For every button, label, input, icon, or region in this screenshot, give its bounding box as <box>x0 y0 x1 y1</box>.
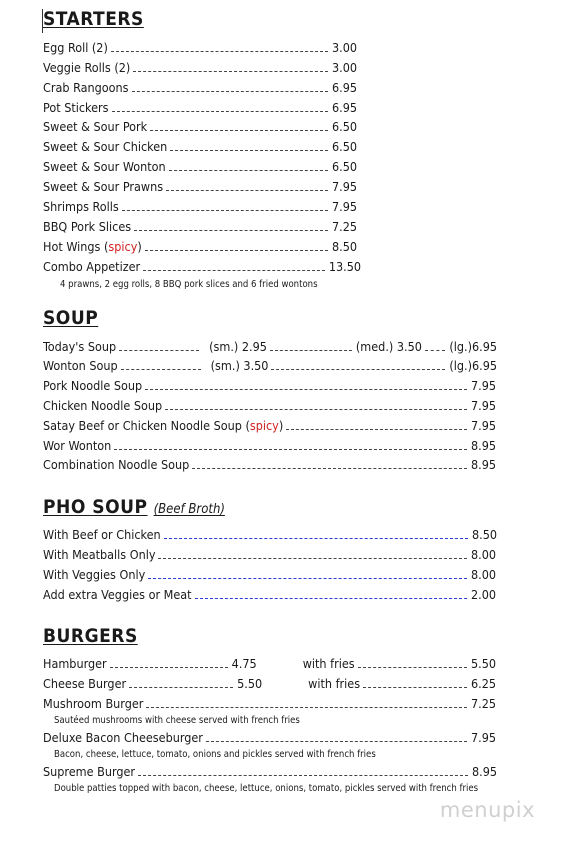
leader-dots <box>133 71 328 72</box>
menu-item <box>43 138 357 156</box>
item-price: 7.95 <box>470 418 496 433</box>
leader-dots <box>358 667 467 668</box>
item-name: Wor Wonton <box>43 438 112 453</box>
menu-item <box>43 586 496 604</box>
section-subtitle: (Beef Broth) <box>153 502 225 517</box>
menu-item <box>43 437 496 455</box>
size-label: (sm.) <box>209 339 239 354</box>
leader-dots <box>129 687 233 688</box>
menu-item <box>43 99 357 117</box>
leader-dots <box>121 369 201 370</box>
item-name: Wonton Soup <box>43 358 118 373</box>
size-label: (med.) <box>355 339 394 354</box>
menu-item <box>43 59 357 77</box>
leader-dots <box>110 667 228 668</box>
item-name: Sweet & Sour Pork <box>43 119 148 134</box>
size-label: (lg.) <box>449 358 472 373</box>
item-price: 6.50 <box>331 139 357 154</box>
menu-item-sizes <box>43 357 497 375</box>
fries-label: with fries <box>308 676 361 691</box>
menu-item-fries <box>43 655 496 673</box>
item-name: Combination Noodle Soup <box>43 457 190 472</box>
size-price: 6.95 <box>471 339 497 354</box>
item-name: Hot Wings (spicy) <box>43 239 142 254</box>
leader-dots <box>206 741 467 742</box>
item-price: 8.50 <box>331 239 357 254</box>
item-price: 8.95 <box>471 764 497 779</box>
item-price: 7.95 <box>470 730 496 745</box>
menu-item <box>43 397 496 415</box>
leader-dots <box>286 429 467 430</box>
leader-dots <box>132 91 328 92</box>
section-title-pho: PHO SOUP (Beef Broth) <box>43 496 225 518</box>
size-label: (lg.) <box>449 339 472 354</box>
menu-item <box>43 546 496 564</box>
size-label: (sm.) <box>210 358 240 373</box>
menu-item <box>43 238 357 256</box>
menu-item <box>43 729 496 747</box>
size-price: 6.95 <box>471 358 497 373</box>
menu-item <box>43 218 357 236</box>
item-name: With Veggies Only <box>43 567 146 582</box>
item-name: Satay Beef or Chicken Noodle Soup (spicy) <box>43 418 284 433</box>
fries-label: with fries <box>302 656 355 671</box>
item-name: Add extra Veggies or Meat <box>43 587 192 602</box>
item-name: Chicken Noodle Soup <box>43 398 163 413</box>
menu-item <box>43 258 361 276</box>
leader-dots <box>122 210 328 211</box>
leader-dots <box>114 449 467 450</box>
fries-price: 5.50 <box>470 656 496 671</box>
item-price: 7.95 <box>331 179 357 194</box>
leader-dots <box>425 350 445 351</box>
size-price: 3.50 <box>243 358 269 373</box>
leader-dots <box>111 51 328 52</box>
item-price: 13.50 <box>328 259 361 274</box>
item-note: 4 prawns, 2 egg rolls, 8 BBQ pork slices and 6 fried wontons <box>60 279 318 290</box>
menu-item <box>43 763 497 781</box>
item-price: 6.50 <box>331 159 357 174</box>
item-name: Pot Stickers <box>43 100 109 115</box>
leader-dots <box>271 369 445 370</box>
leader-dots <box>270 350 352 351</box>
item-note: Bacon, cheese, lettuce, tomato, onions and pickles served with french fries <box>54 749 376 760</box>
menu-item <box>43 526 497 544</box>
menu-item <box>43 178 357 196</box>
leader-dots <box>158 558 466 559</box>
item-price: 6.95 <box>331 80 357 95</box>
leader-dots <box>138 775 468 776</box>
section-title-soup: SOUP <box>43 307 99 329</box>
fries-price: 6.25 <box>470 676 496 691</box>
leader-dots <box>192 468 467 469</box>
spicy-tag: spicy <box>249 418 279 433</box>
section-title-starters: STARTERS <box>43 8 144 30</box>
item-name: Sweet & Sour Wonton <box>43 159 166 174</box>
item-price: 7.25 <box>470 696 496 711</box>
leader-dots <box>150 130 328 131</box>
item-name: Veggie Rolls (2) <box>43 60 131 75</box>
item-price: 8.00 <box>470 547 496 562</box>
item-name: Shrimps Rolls <box>43 199 119 214</box>
leader-dots <box>170 150 328 151</box>
menu-item <box>43 158 357 176</box>
item-name: Combo Appetizer <box>43 259 141 274</box>
item-price: 8.95 <box>470 457 496 472</box>
leader-dots <box>143 270 325 271</box>
menu-item-sizes <box>43 338 497 356</box>
item-price: 7.95 <box>331 199 357 214</box>
item-price: 4.75 <box>231 656 257 671</box>
menu-item <box>43 79 357 97</box>
item-price: 6.95 <box>331 100 357 115</box>
menu-item <box>43 198 357 216</box>
leader-dots <box>134 230 328 231</box>
item-price: 6.50 <box>331 119 357 134</box>
item-note: Sautéed mushrooms with cheese served with french fries <box>54 715 300 726</box>
item-name: Sweet & Sour Chicken <box>43 139 168 154</box>
item-name: Cheese Burger <box>43 676 127 691</box>
item-name: Egg Roll (2) <box>43 40 108 55</box>
leader-dots <box>165 409 467 410</box>
item-name: Deluxe Bacon Cheeseburger <box>43 730 203 745</box>
leader-dots <box>148 578 467 579</box>
menu-item <box>43 566 496 584</box>
item-name: Pork Noodle Soup <box>43 378 143 393</box>
item-name: Crab Rangoons <box>43 80 129 95</box>
leader-dots <box>195 598 467 599</box>
menu-item <box>43 118 357 136</box>
item-name: Mushroom Burger <box>43 696 144 711</box>
watermark-logo: menupix <box>439 798 535 822</box>
menu-item <box>43 456 496 474</box>
item-name: BBQ Pork Slices <box>43 219 132 234</box>
item-name: Supreme Burger <box>43 764 136 779</box>
item-price: 8.50 <box>471 527 497 542</box>
leader-dots <box>145 250 328 251</box>
leader-dots <box>146 707 467 708</box>
leader-dots <box>169 170 328 171</box>
size-price: 2.95 <box>241 339 267 354</box>
item-price: 7.95 <box>470 378 496 393</box>
item-price: 7.25 <box>331 219 357 234</box>
leader-dots <box>145 389 467 390</box>
leader-dots <box>119 350 199 351</box>
item-price: 3.00 <box>331 60 357 75</box>
item-name: Sweet & Sour Prawns <box>43 179 164 194</box>
section-title-burgers: BURGERS <box>43 625 138 647</box>
item-name: With Beef or Chicken <box>43 527 161 542</box>
item-price: 8.95 <box>470 438 496 453</box>
item-price: 7.95 <box>470 398 496 413</box>
item-note: Double patties topped with bacon, cheese, lettuce, onions, tomato, pickles served with french fries <box>54 783 479 794</box>
size-price: 3.50 <box>396 339 422 354</box>
menu-item-fries <box>43 675 496 693</box>
leader-dots <box>164 538 468 539</box>
item-name: Today's Soup <box>43 339 117 354</box>
item-name: Hamburger <box>43 656 107 671</box>
item-price: 5.50 <box>237 676 263 691</box>
leader-dots <box>166 190 328 191</box>
item-price: 2.00 <box>470 587 496 602</box>
item-price: 3.00 <box>331 40 357 55</box>
menu-item <box>43 417 496 435</box>
menu-item <box>43 39 357 57</box>
spicy-tag: spicy <box>108 239 138 254</box>
item-price: 8.00 <box>470 567 496 582</box>
menu-item <box>43 377 496 395</box>
menu-item <box>43 695 496 713</box>
leader-dots <box>112 111 328 112</box>
leader-dots <box>363 687 467 688</box>
item-name: With Meatballs Only <box>43 547 156 562</box>
